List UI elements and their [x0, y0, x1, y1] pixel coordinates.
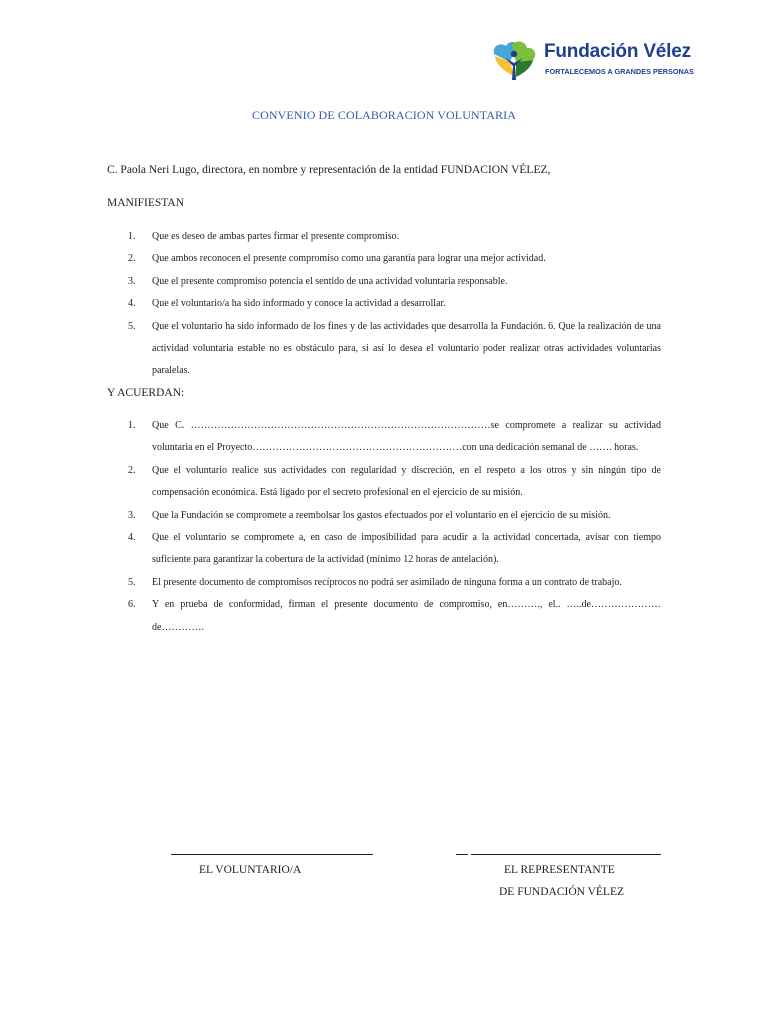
list-item [107, 460, 661, 505]
representative-signature-line [471, 854, 661, 855]
acuerdan-list [107, 415, 661, 639]
representative-signature-label-line2: DE FUNDACIÓN VÉLEZ [499, 886, 625, 898]
item-number: 4. [128, 532, 136, 544]
item-text: Que el voluntario se compromete a, en caso de imposibilidad para acudir a la actividad concertada, avisar con tiempo suficiente para garantizar la cobertura de la actividad (mínimo 12 horas de antelación). [152, 532, 661, 566]
item-text: Que C. ………………………………………………………………………………se compromete a realizar su actividad voluntaria en el Proyecto………………………………………………………con una dedicación semanal de ……. horas. [152, 420, 661, 454]
item-number: 3. [128, 509, 136, 521]
manifiestan-list [107, 226, 661, 383]
acuerdan-heading: Y ACUERDAN: [107, 387, 185, 399]
representative-signature-line-dash [456, 854, 468, 855]
item-text: Que el voluntario/a ha sido informado y conoce la actividad a desarrollar. [152, 298, 446, 310]
document-title: CONVENIO DE COLABORACION VOLUNTARIA [252, 108, 516, 122]
representative-signature-label: EL REPRESENTANTE [504, 864, 615, 876]
list-item [107, 271, 661, 293]
item-text: Que el voluntario realice sus actividades con regularidad y discreción, en el respeto a los otros y sin ningún tipo de compensación económica. Está ligado por el secreto profesional en el ejercicio de su misión. [152, 464, 661, 499]
item-text: Que el presente compromiso potencia el sentido de una actividad voluntaria responsable. [152, 275, 508, 287]
item-text: El presente documento de compromisos recíprocos no podrá ser asimilado de ninguna forma a un contrato de trabajo. [152, 576, 622, 588]
item-text: Que ambos reconocen el presente compromiso como una garantía para lograr una mejor actividad. [152, 253, 546, 265]
logo-name: Fundación Vélez [544, 41, 691, 62]
list-item [107, 572, 661, 594]
list-item [107, 293, 661, 315]
manifiestan-heading: MANIFIESTAN [107, 197, 185, 209]
list-item [107, 226, 661, 248]
item-text: Que es deseo de ambas partes firmar el presente compromiso. [152, 231, 400, 242]
item-text: Y en prueba de conformidad, firman el presente documento de compromiso, en………., el.. …..de…………………de…………. [152, 599, 661, 633]
item-number: 4. [128, 298, 136, 310]
list-item [107, 415, 661, 460]
intro-paragraph: C. Paola Neri Lugo, directora, en nombre y representación de la entidad FUNDACION VÉLEZ, [107, 164, 551, 176]
item-text: Que la Fundación se compromete a reembolsar los gastos efectuados por el voluntario en el ejercicio de su misión. [152, 509, 611, 521]
list-item [107, 527, 661, 572]
item-number: 1. [128, 231, 136, 242]
list-item [107, 594, 661, 639]
volunteer-signature-label: EL VOLUNTARIO/A [199, 864, 302, 876]
list-item [107, 248, 661, 270]
item-number: 3. [128, 275, 136, 287]
list-item [107, 505, 661, 527]
heart-tree-logo-icon [490, 40, 538, 84]
logo-tagline: FORTALECEMOS A GRANDES PERSONAS [545, 67, 694, 76]
item-number: 2. [128, 253, 136, 265]
item-text: Que el voluntario ha sido informado de los fines y de las actividades que desarrolla la Fundación. 6. Que la realización de una actividad voluntaria estable no es obstáculo para, si así lo desea el voluntario poder realizar otras actividades voluntarias paralelas. [152, 320, 661, 377]
volunteer-signature-line [171, 854, 373, 855]
item-number: 6. [128, 599, 136, 611]
fundacion-logo [490, 40, 710, 84]
list-item [107, 316, 661, 383]
item-number: 1. [128, 420, 136, 431]
item-number: 2. [128, 464, 136, 476]
item-number: 5. [128, 320, 136, 332]
item-number: 5. [128, 576, 136, 588]
